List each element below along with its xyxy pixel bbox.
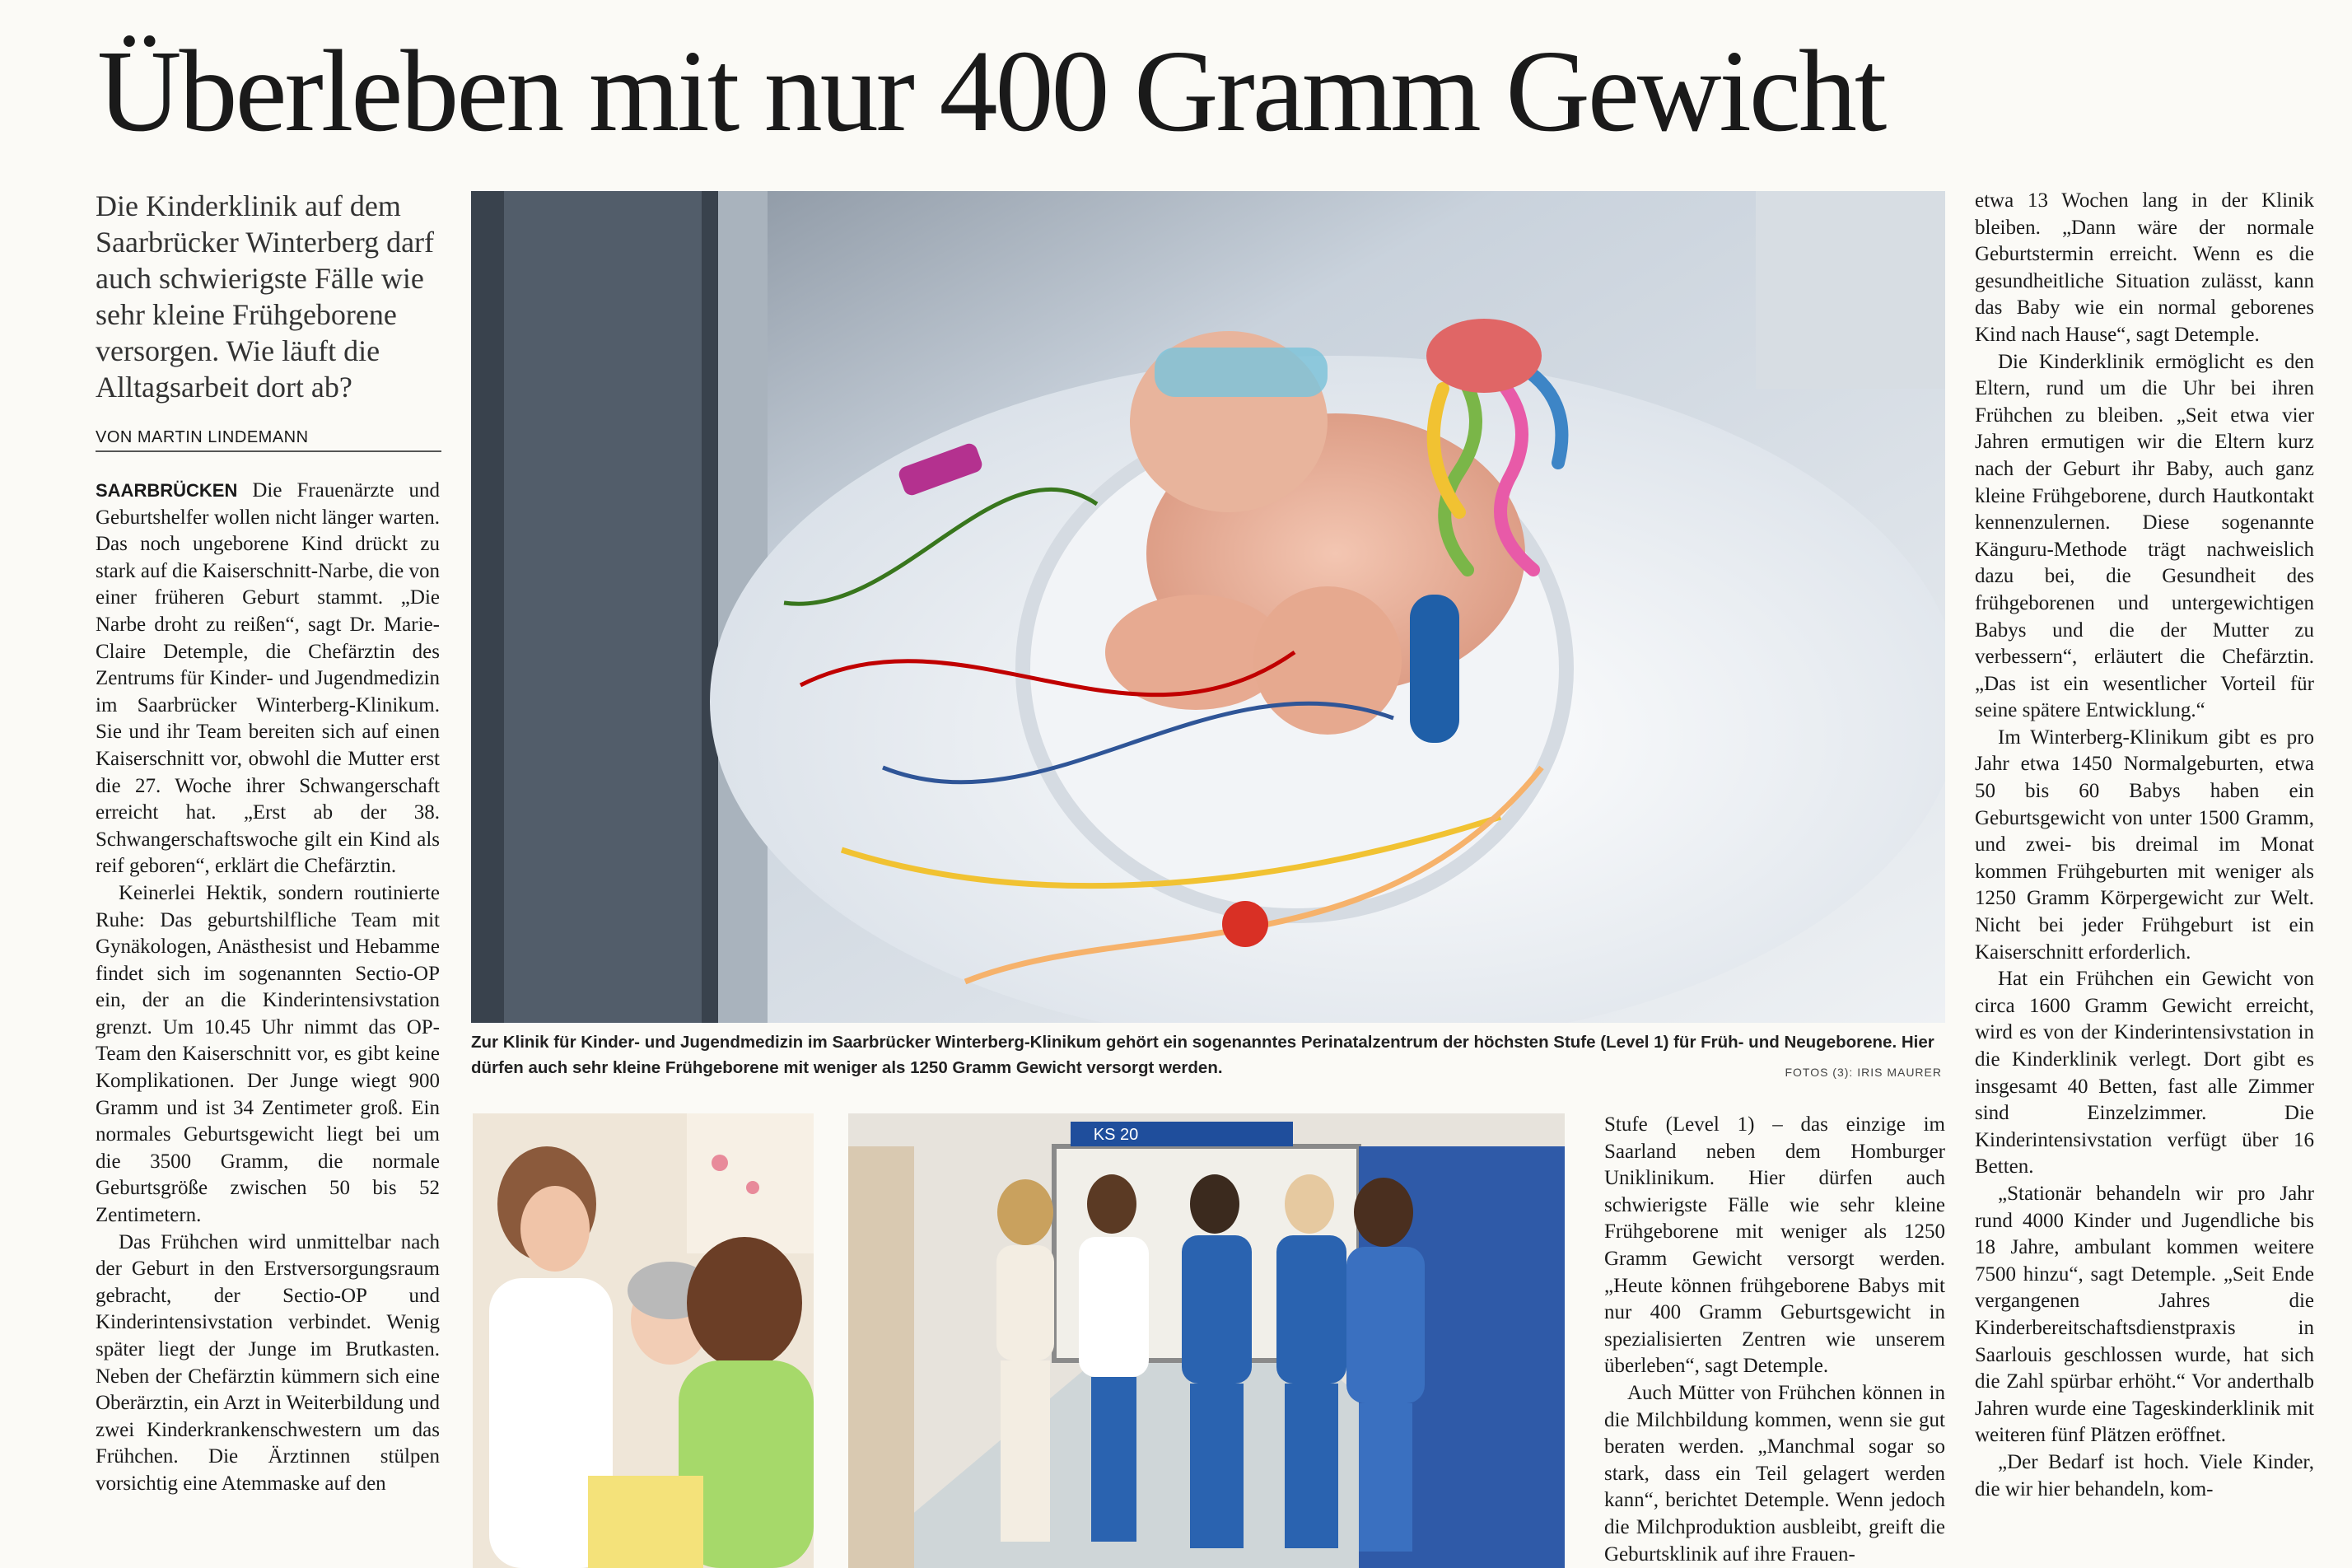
paragraph: Im Winterberg-Klinikum gibt es pro Jahr etwa 1450 Normalgeburten, etwa 50 bis 60 Babys haben ein Geburtsgewicht von unter 1500 Gramm, und zwei- bis dreimal im Monat kommen Frühgeburten mit weniger als 1250 Gramm Körpergewicht zur Welt. Nicht bei jeder Frühgeburt ist ein Kaiserschnitt erforderlich. <box>1975 726 2314 964</box>
byline: VON MARTIN LINDEMANN <box>96 428 441 452</box>
dateline: SAARBRÜCKEN <box>96 480 238 501</box>
headline: Überleben mit nur 400 Gramm Gewicht <box>97 26 1885 156</box>
column-3 <box>1604 1112 1945 1568</box>
paragraph: Hat ein Frühchen ein Gewicht von circa 1600 Gramm Gewicht erreicht, wird es von der Kinderintensivstation in die Kinderklinik verlegt. Dort gibt es insgesamt 40 Betten, fast alle Zimmer sind Einzelzimmer. Die Kinderintensivstation verfügt über 16 Betten. <box>1975 968 2314 1178</box>
column-4 <box>1975 188 2314 1503</box>
photo-team-hallway <box>848 1113 1565 1568</box>
paragraph: Das Frühchen wird unmittelbar nach der Geburt in den Erstversorgungsraum gebracht, der Sectio-OP und Kinderintensivstation verbindet. Wenig später liegt der Junge im Brutkasten. Neben der Chefärztin kümmern sich eine Oberärztin, ein Arzt in Weiterbildung und zwei Kinderkrankenschwestern um das Frühchen. Die Ärztinnen stülpen vorsichtig eine Atemmaske auf den <box>96 1230 440 1495</box>
column-1 <box>96 478 440 1498</box>
photo-doctor-child <box>473 1113 814 1568</box>
paragraph: „Stationär behandeln wir pro Jahr rund 4000 Kinder und Jugendliche bis 18 Jahre, ambulant kommen weitere 7500 hinzu“, sagt Detemple. „Seit Ende vergangenen Jahres die Kinderbereitschaftsdienstpraxis in Saarlouis geschlossen wurde, hat sich die Zahl spürbar erhöht.“ Vor anderthalb Jahren wurde eine Tageskinderklinik mit weiteren fünf Plätzen eröffnet. <box>1975 1182 2314 1447</box>
paragraph: Stufe (Level 1) – das einzige im Saarland neben dem Homburger Uniklinikum. Hier dürfen auch schwierigste Fälle wie sehr kleine Frühgeborene mit weniger als 1250 Gramm Gewicht versorgt werden. „Heute können frühgeborene Babys mit nur 400 Gramm Geburtsgewicht in spezialisierten Zentren wie unserem überleben“, sagt Detemple. <box>1604 1113 1945 1378</box>
paragraph: Auch Mütter von Frühchen können in die Milchbildung kommen, wenn sie gut beraten werden. „Manchmal sogar so stark, dass ein Teil gelagert werden kann“, berichtet Detemple. Wenn jedoch die Milchproduktion ausbleibt, greift die Geburtsklinik auf ihre Frauen- <box>1604 1381 1945 1566</box>
doctor-child-illustration <box>473 1113 814 1568</box>
incubator-illustration <box>471 191 1945 1023</box>
paragraph: Keinerlei Hektik, sondern routinierte Ruhe: Das geburtshilfliche Team mit Gynäkologen, Anästhesist und Hebamme findet sich im sogenannten Sectio-OP ein, der an die Kinderintensivstation grenzt. Um 10.45 Uhr nimmt das OP-Team den Kaiserschnitt vor, es gibt keine Komplikationen. Der Junge wiegt 900 Gramm und ist 34 Zentimeter groß. Ein normales Geburtsgewicht liegt bei um die 3500 Gramm, die normale Geburtsgröße zwischen 50 bis 52 Zentimetern. <box>96 881 440 1227</box>
hallway-sign: KS 20 <box>1093 1126 1139 1144</box>
photo-credit: FOTOS (3): IRIS MAURER <box>1785 1066 1942 1079</box>
paragraph: etwa 13 Wochen lang in der Klinik bleiben. „Dann wäre der normale Geburtstermin erreicht. Wenn es die gesundheitliche Situation zulässt, kann das Baby wie ein normal geborenes Kind nach Hause“, sagt Detemple. <box>1975 189 2314 346</box>
paragraph: „Der Bedarf ist hoch. Viele Kinder, die wir hier behandeln, kom- <box>1975 1450 2314 1500</box>
photo-caption: Zur Klinik für Kinder- und Jugendmedizin im Saarbrücker Winterberg-Klinikum gehört ein sogenanntes Perinatalzentrum der höchsten Stufe (Level 1) für Früh- und Neugeborene. Hier dürfen auch sehr kleine Frühgeborene mit weniger als 1250 Gramm Gewicht versorgt werden. <box>471 1033 1934 1077</box>
team-hallway-illustration <box>848 1113 1565 1568</box>
main-photo-incubator <box>471 191 1945 1023</box>
intro-teaser: Die Kinderklinik auf dem Saarbrücker Winterberg darf auch schwierigste Fälle wie sehr kleine Frühgeborene versorgen. Wie läuft die Alltagsarbeit dort ab? <box>96 189 435 404</box>
paragraph: SAARBRÜCKEN Die Frauenärzte und Geburtshelfer wollen nicht länger warten. Das noch ungeborene Kind drückt zu stark auf die Kaiserschnitt-Narbe, die von einer früheren Geburt stammt. „Die Narbe droht zu reißen“, sagt Dr. Marie-Claire Detemple, die Chefärztin des Zentrums für Kinder- und Jugendmedizin im Saarbrücker Winterberg-Klinikum. Sie und ihr Team bereiten sich auf einen Kaiserschnitt vor, obwohl die Mutter erst die 27. Woche ihrer Schwangerschaft erreicht hat. „Erst ab der 38. Schwangerschaftswoche gilt ein Kind als reif geboren“, erklärt die Chefärztin. <box>96 479 440 878</box>
paragraph: Die Kinderklinik ermöglicht es den Eltern, rund um die Uhr bei ihren Frühchen zu bleiben. „Seit etwa vier Jahren ermutigen wir die Eltern kurz nach der Geburt ihr Baby, auch ganz kleine Frühgeborene, durch Hautkontakt kennenzulernen. Diese sogenannte Känguru-Methode trägt nachweislich dazu bei, die Gesundheit des frühgeborenen und untergewichtigen Babys und die der Mutter zu verbessern“, erläutert die Chefärztin. „Das ist ein wesentlicher Vorteil für seine spätere Entwicklung.“ <box>1975 350 2314 722</box>
